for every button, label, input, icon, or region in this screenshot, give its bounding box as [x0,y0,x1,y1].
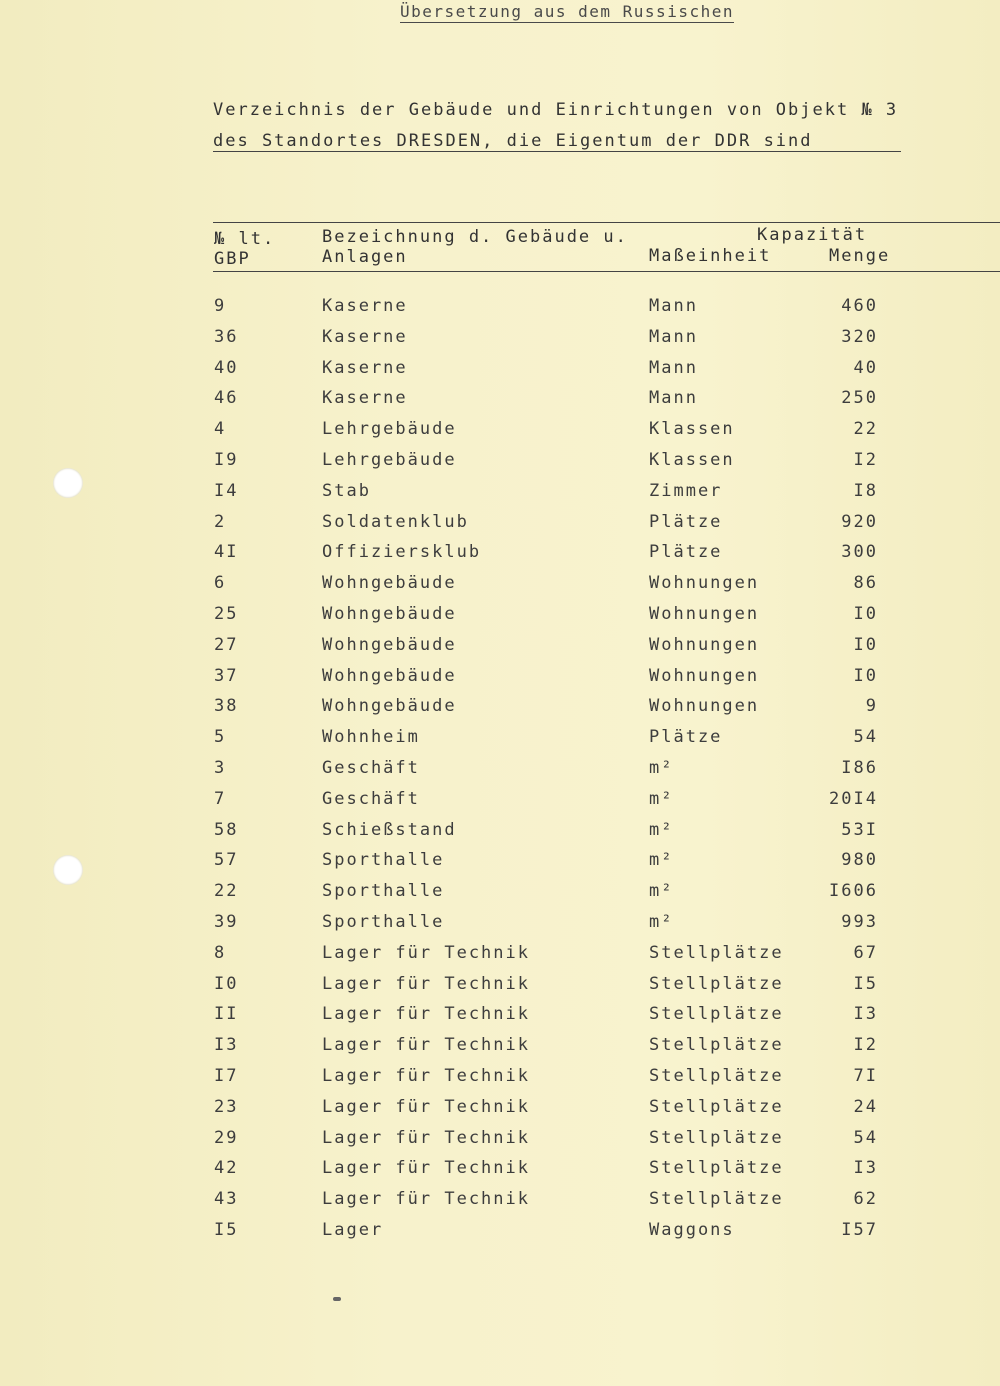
row-qty: I57 [841,1220,878,1240]
table-row [0,635,1000,665]
row-nr: 4 [214,419,227,439]
row-unit: Stellplätze [649,1158,784,1178]
row-unit: Plätze [649,512,723,532]
table-top-rule [213,222,1000,223]
row-nr: 29 [214,1128,239,1148]
table-row [0,1189,1000,1219]
row-name: Offiziersklub [322,542,482,562]
row-name: Stab [322,481,371,501]
row-name: Wohngebäude [322,604,457,624]
table-row [0,850,1000,880]
row-qty: I8 [853,481,878,501]
row-nr: 36 [214,327,239,347]
row-unit: Stellplätze [649,1097,784,1117]
row-unit: Stellplätze [649,974,784,994]
table-row [0,419,1000,449]
row-qty: 54 [853,727,878,747]
row-name: Kaserne [322,296,408,316]
row-unit: Mann [649,327,698,347]
header-unit: Maßeinheit [649,246,772,266]
row-nr: 37 [214,666,239,686]
row-unit: Zimmer [649,481,723,501]
row-name: Geschäft [322,758,420,778]
row-qty: I86 [841,758,878,778]
row-unit: Stellplätze [649,1128,784,1148]
table-row [0,388,1000,418]
row-unit: m² [649,758,674,778]
row-name: Kaserne [322,388,408,408]
row-nr: 8 [214,943,227,963]
title-underline [213,151,901,152]
row-qty: I2 [853,450,878,470]
table-row [0,974,1000,1004]
row-nr: 3 [214,758,227,778]
row-qty: I3 [853,1158,878,1178]
row-unit: m² [649,789,674,809]
table-row [0,542,1000,572]
row-name: Lager [322,1220,384,1240]
table-row [0,1035,1000,1065]
header-capacity: Kapazität [757,225,868,245]
row-name: Lager für Technik [322,974,530,994]
row-unit: Wohnungen [649,604,760,624]
row-name: Lager für Technik [322,1158,530,1178]
row-name: Lager für Technik [322,943,530,963]
table-row [0,450,1000,480]
row-unit: Stellplätze [649,1035,784,1055]
row-nr: 57 [214,850,239,870]
ink-mark [333,1297,341,1301]
row-qty: 993 [841,912,878,932]
row-nr: I0 [214,974,239,994]
row-name: Geschäft [322,789,420,809]
table-row [0,1066,1000,1096]
table-row [0,1097,1000,1127]
row-name: Soldatenklub [322,512,469,532]
row-name: Wohngebäude [322,666,457,686]
row-nr: 2 [214,512,227,532]
row-name: Lager für Technik [322,1066,530,1086]
row-name: Sporthalle [322,881,445,901]
table-row [0,1158,1000,1188]
row-qty: 300 [841,542,878,562]
table-row [0,1220,1000,1250]
row-unit: Waggons [649,1220,735,1240]
row-unit: Mann [649,296,698,316]
row-unit: Wohnungen [649,696,760,716]
header-nr-line2: GBP [214,249,251,269]
table-row [0,1004,1000,1034]
document-title-line1: Verzeichnis der Gebäude und Einrichtungen von Objekt № 3 [213,100,899,120]
row-nr: 6 [214,573,227,593]
row-unit: Klassen [649,450,735,470]
row-nr: 5 [214,727,227,747]
row-unit: Wohnungen [649,635,760,655]
row-nr: 25 [214,604,239,624]
row-qty: I0 [853,604,878,624]
table-row [0,758,1000,788]
row-nr: 42 [214,1158,239,1178]
row-name: Wohngebäude [322,696,457,716]
table-row [0,881,1000,911]
row-qty: I606 [829,881,878,901]
row-name: Lager für Technik [322,1097,530,1117]
row-nr: 38 [214,696,239,716]
row-name: Sporthalle [322,850,445,870]
table-row [0,727,1000,757]
row-name: Schießstand [322,820,457,840]
header-name-line2: Anlagen [322,247,408,267]
table-row [0,820,1000,850]
row-nr: 58 [214,820,239,840]
row-unit: m² [649,820,674,840]
row-qty: 67 [853,943,878,963]
row-name: Lager für Technik [322,1128,530,1148]
row-name: Wohnheim [322,727,420,747]
row-qty: 53I [841,820,878,840]
row-unit: Stellplätze [649,943,784,963]
row-unit: m² [649,881,674,901]
table-row [0,327,1000,357]
row-qty: 54 [853,1128,878,1148]
table-row [0,296,1000,326]
row-qty: I5 [853,974,878,994]
row-qty: 250 [841,388,878,408]
row-nr: 22 [214,881,239,901]
row-name: Lehrgebäude [322,419,457,439]
row-nr: I5 [214,1220,239,1240]
row-nr: 7 [214,789,227,809]
table-row [0,666,1000,696]
row-nr: 46 [214,388,239,408]
table-row [0,604,1000,634]
row-qty: 920 [841,512,878,532]
row-qty: 980 [841,850,878,870]
row-unit: Stellplätze [649,1004,784,1024]
row-name: Lehrgebäude [322,450,457,470]
row-qty: I0 [853,635,878,655]
table-row [0,358,1000,388]
row-nr: 4I [214,542,239,562]
header-name [322,227,628,267]
row-unit: Stellplätze [649,1066,784,1086]
row-qty: 24 [853,1097,878,1117]
row-qty: I2 [853,1035,878,1055]
row-qty: 20I4 [829,789,878,809]
header-qty: Menge [829,246,891,266]
table-row [0,912,1000,942]
row-nr: I3 [214,1035,239,1055]
header-name-line1: Bezeichnung d. Gebäude u. [322,227,628,247]
header-bottom-rule [213,271,1000,272]
row-unit: Mann [649,388,698,408]
row-unit: Plätze [649,542,723,562]
row-qty: I0 [853,666,878,686]
table-row [0,573,1000,603]
header-nr [214,229,275,269]
row-name: Wohngebäude [322,573,457,593]
row-nr: 43 [214,1189,239,1209]
row-unit: m² [649,850,674,870]
table-row [0,1128,1000,1158]
row-qty: I3 [853,1004,878,1024]
row-name: Lager für Technik [322,1189,530,1209]
translation-note: Übersetzung aus dem Russischen [400,2,734,21]
table-row [0,512,1000,542]
row-unit: Plätze [649,727,723,747]
row-nr: II [214,1004,239,1024]
document-title [213,95,898,157]
row-unit: Stellplätze [649,1189,784,1209]
row-qty: 22 [853,419,878,439]
row-qty: 460 [841,296,878,316]
row-nr: 40 [214,358,239,378]
row-name: Lager für Technik [322,1035,530,1055]
row-name: Kaserne [322,327,408,347]
row-name: Kaserne [322,358,408,378]
row-name: Sporthalle [322,912,445,932]
table-row [0,789,1000,819]
row-unit: m² [649,912,674,932]
row-unit: Klassen [649,419,735,439]
row-nr: I4 [214,481,239,501]
table-row [0,481,1000,511]
row-qty: 86 [853,573,878,593]
row-unit: Mann [649,358,698,378]
row-qty: 40 [853,358,878,378]
row-nr: 39 [214,912,239,932]
header-nr-line1: № lt. [214,229,276,249]
row-nr: 23 [214,1097,239,1117]
table-row [0,696,1000,726]
row-qty: 9 [865,696,878,716]
document-title-line2: des Standortes DRESDEN, die Eigentum der DDR sind [213,131,813,151]
table-row [0,943,1000,973]
row-nr: I9 [214,450,239,470]
row-qty: 7I [853,1066,878,1086]
row-unit: Wohnungen [649,573,760,593]
row-qty: 320 [841,327,878,347]
row-nr: 9 [214,296,227,316]
row-qty: 62 [853,1189,878,1209]
row-name: Wohngebäude [322,635,457,655]
row-nr: 27 [214,635,239,655]
row-unit: Wohnungen [649,666,760,686]
row-name: Lager für Technik [322,1004,530,1024]
row-nr: I7 [214,1066,239,1086]
